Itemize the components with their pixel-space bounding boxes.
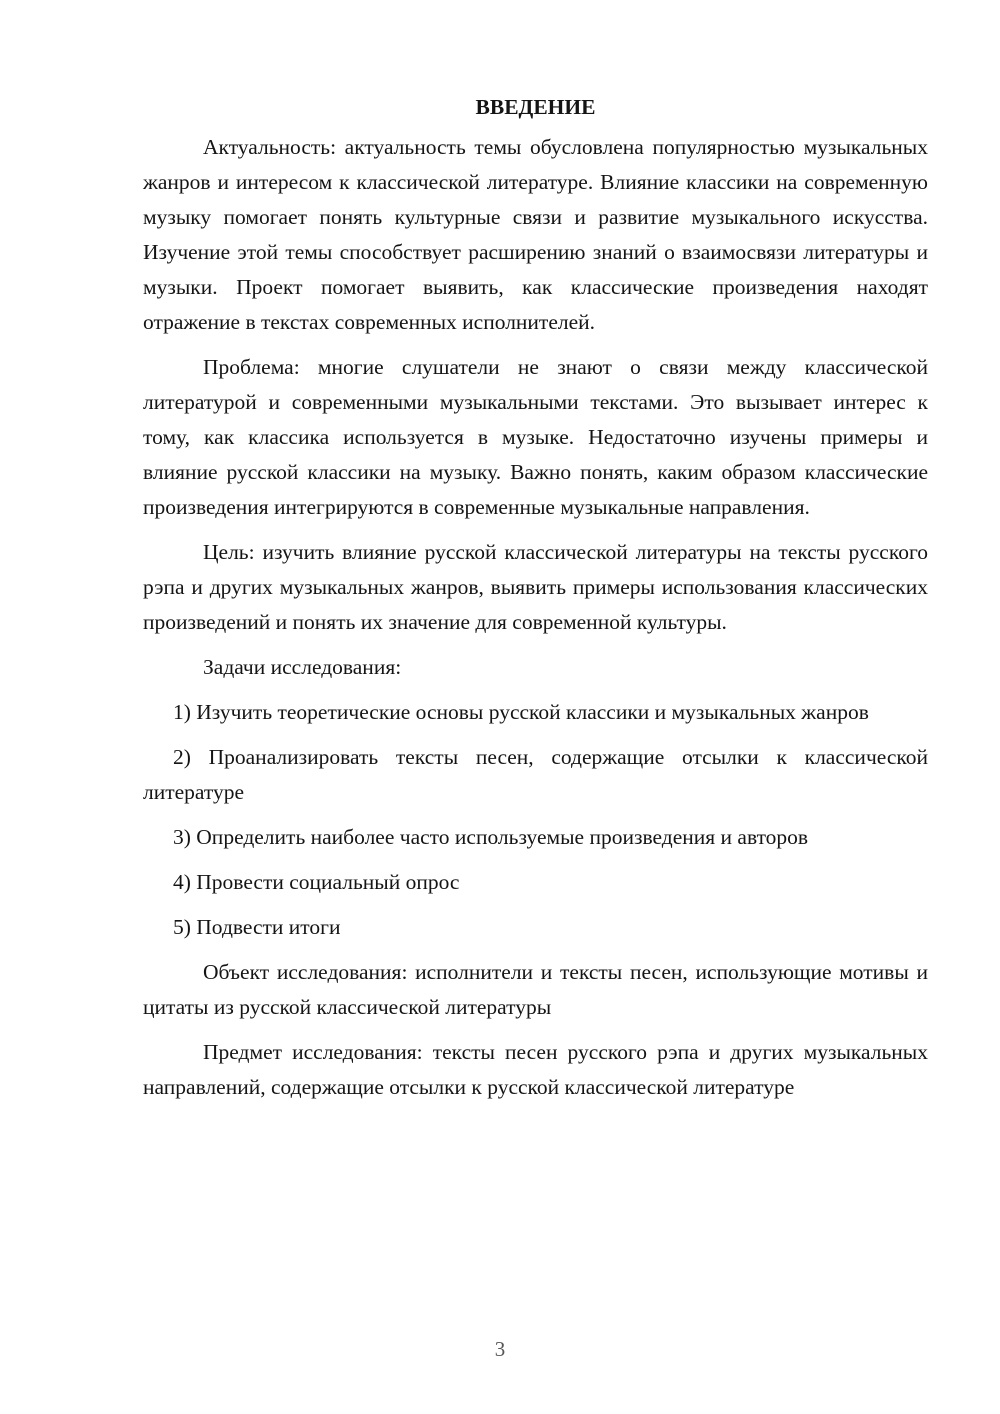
goal-paragraph: Цель: изучить влияние русской классической литературы на тексты русского рэпа и других музыкальных жанров, выявить примеры использования классических произведений и понять их значение для современной культуры. <box>143 540 928 634</box>
tasks-heading: Задачи исследования: <box>203 655 402 679</box>
task-item: 5) Подвести итоги <box>173 915 341 939</box>
task-item: 3) Определить наиболее часто используемые произведения и авторов <box>173 825 809 849</box>
task-item: 2) Проанализировать тексты песен, содержащие отсылки к классической литературе <box>143 745 928 804</box>
task-item: 4) Провести социальный опрос <box>173 870 460 894</box>
object-paragraph: Объект исследования: исполнители и тексты песен, использующие мотивы и цитаты из русской классической литературы <box>143 960 928 1019</box>
task-item: 1) Изучить теоретические основы русской классики и музыкальных жанров <box>173 700 869 724</box>
subject-paragraph: Предмет исследования: тексты песен русского рэпа и других музыкальных направлений, содержащие отсылки к русской классической литературе <box>143 1040 928 1099</box>
document-page <box>143 90 928 1115</box>
page-title: ВВЕДЕНИЕ <box>475 95 596 119</box>
relevance-paragraph: Актуальность: актуальность темы обусловлена популярностью музыкальных жанров и интересом к классической литературе. Влияние классики на современную музыку помогает понять культурные связи и развитие музыкального искусства. Изучение этой темы способствует расширению знаний о взаимосвязи литературы и музыки. Проект помогает выявить, как классические произведения находят отражение в текстах современных исполнителей. <box>143 135 928 334</box>
problem-paragraph: Проблема: многие слушатели не знают о связи между классической литературой и современными музыкальными текстами. Это вызывает интерес к тому, как классика используется в музыке. Недостаточно изучены примеры и влияние русской классики на музыку. Важно понять, каким образом классические произведения интегрируются в современные музыкальные направления. <box>143 355 928 519</box>
page-number: 3 <box>494 1337 506 1361</box>
